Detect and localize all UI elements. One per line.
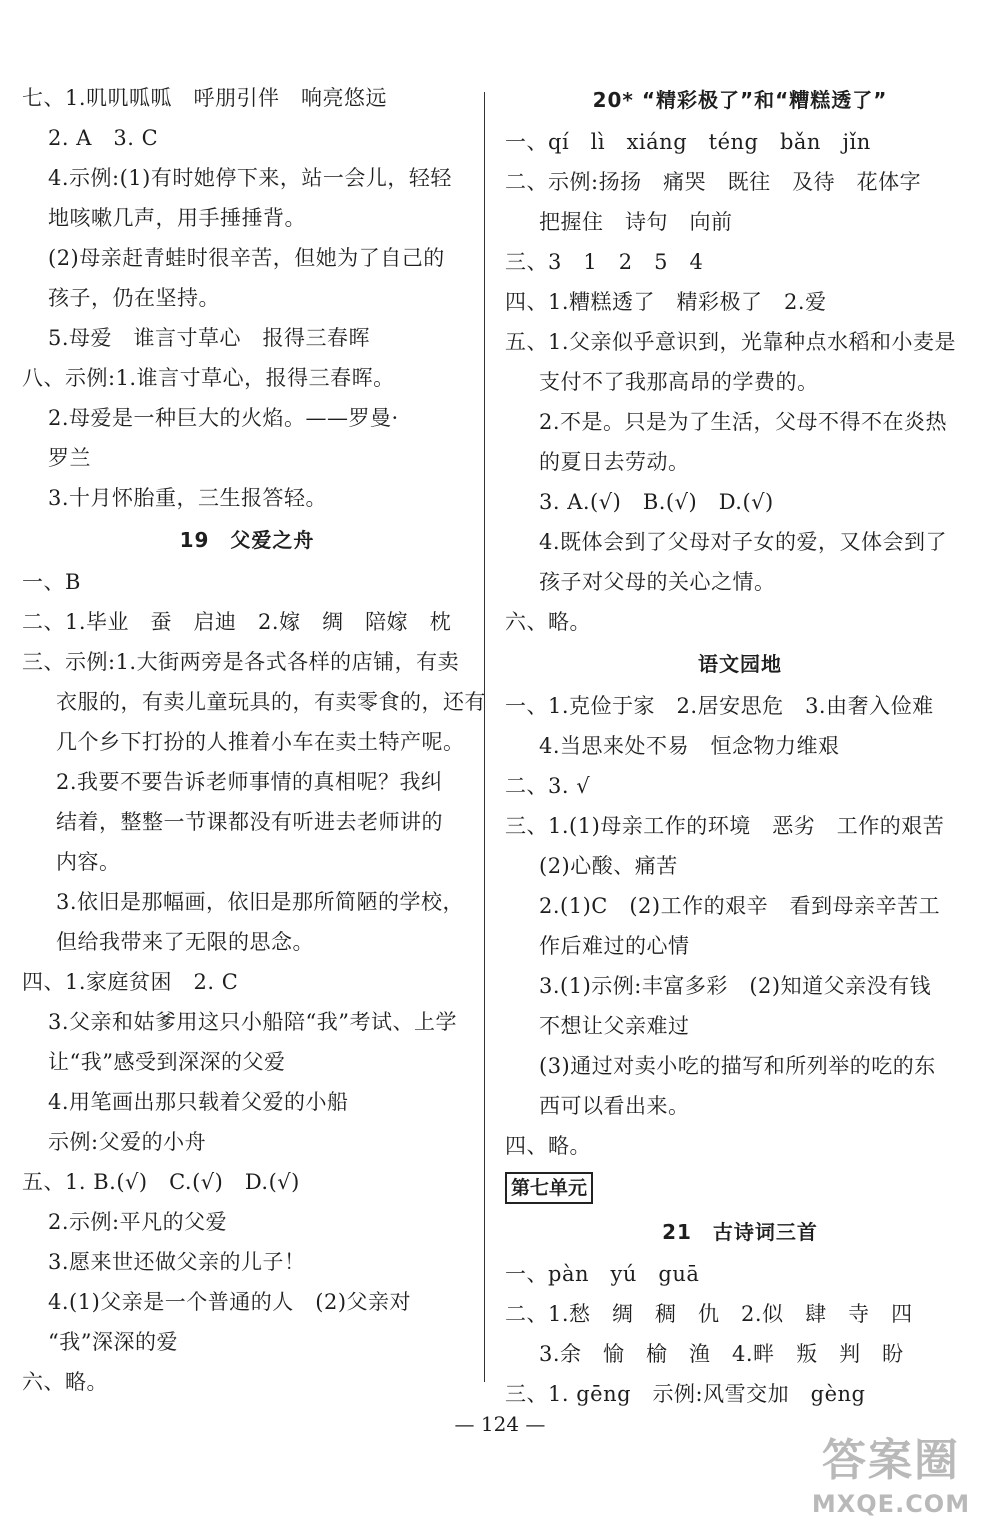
answer-line: 地咳嗽几声，用手捶捶背。 [48, 206, 306, 230]
answer-line: 二、1.愁 绸 稠 仇 2.似 肆 寺 四 [505, 1302, 913, 1326]
answer-line: 3.父亲和姑爹用这只小船陪“我”考试、上学 [48, 1010, 458, 1034]
answer-line: 支付不了我那高昂的学费的。 [539, 370, 819, 394]
answer-line: 二、示例:扬扬 痛哭 既往 及待 花体字 [505, 170, 922, 194]
answer-line: 一、1.克俭于家 2.居安思危 3.由奢入俭难 [505, 694, 934, 718]
answer-line: 2.我要不要告诉老师事情的真相呢？我纠 [56, 770, 443, 794]
answer-line: 2.母爱是一种巨大的火焰。——罗曼· [48, 406, 399, 430]
answer-line: 让“我”感受到深深的父爱 [48, 1050, 286, 1074]
watermark-url: MXQE.COM [811, 1490, 971, 1518]
answer-line: 2. A 3. C [48, 126, 159, 150]
section-heading: 20* “精彩极了”和“糟糕透了” [592, 88, 888, 112]
answer-line: 3.依旧是那幅画，依旧是那所简陋的学校， [56, 890, 465, 914]
answer-line: 4.当思来处不易 恒念物力维艰 [539, 734, 840, 758]
answer-line: 衣服的，有卖儿童玩具的，有卖零食的，还有 [56, 690, 486, 714]
answer-line: 3.余 愉 榆 渔 4.畔 叛 判 盼 [539, 1342, 904, 1366]
watermark-logo [796, 1433, 986, 1531]
answer-line: 3. A.(√) B.(√) D.(√) [539, 490, 774, 514]
answer-line: 六、略。 [22, 1370, 108, 1394]
watermark-logo-text: 答案圈 [822, 1435, 960, 1486]
column-divider [484, 92, 485, 1382]
right-column [505, 78, 975, 1414]
answer-line: 四、1.糟糕透了 精彩极了 2.爱 [505, 290, 827, 314]
answer-line: 3.(1)示例:丰富多彩 (2)知道父亲没有钱 [539, 974, 932, 998]
answer-line: 孩子，仍在坚持。 [48, 286, 220, 310]
answer-line: 5.母爱 谁言寸草心 报得三春晖 [48, 326, 371, 350]
answer-line: 3.十月怀胎重，三生报答轻。 [48, 486, 328, 510]
answer-line: “我”深深的爱 [48, 1330, 178, 1354]
section-heading: 21 古诗词三首 [662, 1220, 818, 1244]
answer-line: 五、1. B.(√) C.(√) D.(√) [22, 1170, 300, 1194]
answer-line: 二、1.毕业 蚕 启迪 2.嫁 绸 陪嫁 枕 [22, 610, 452, 634]
answer-line: (2)母亲赶青蛙时很辛苦，但她为了自己的 [48, 246, 445, 270]
answer-line: 的夏日去劳动。 [539, 450, 690, 474]
answer-line: 孩子对父母的关心之情。 [539, 570, 776, 594]
unit-label: 第七单元 [505, 1172, 593, 1204]
answer-line: 3.愿来世还做父亲的儿子！ [48, 1250, 306, 1274]
answer-line: 一、B [22, 570, 81, 594]
answer-line: 示例:父爱的小舟 [48, 1130, 207, 1154]
answer-line: 把握住 诗句 向前 [539, 210, 733, 234]
answer-line: 2.示例:平凡的父爱 [48, 1210, 228, 1234]
answer-line: 四、1.家庭贫困 2. C [22, 970, 239, 994]
answer-line: 一、pàn yú guā [505, 1262, 700, 1286]
answer-line: 五、1.父亲似乎意识到，光靠种点水稻和小麦是 [505, 330, 957, 354]
answer-line: 一、qí lì xiáng téng bǎn jǐn [505, 130, 871, 154]
answer-line: 但给我带来了无限的思念。 [56, 930, 314, 954]
answer-line: 六、略。 [505, 610, 591, 634]
answer-line: 三、示例:1.大街两旁是各式各样的店铺，有卖 [22, 650, 460, 674]
answer-line: 三、1. gēng 示例:风雪交加 gèng [505, 1382, 866, 1406]
answer-line: 结着，整整一节课都没有听进去老师讲的 [56, 810, 443, 834]
section-heading: 语文园地 [698, 652, 782, 676]
answer-line: 八、示例:1.谁言寸草心，报得三春晖。 [22, 366, 395, 390]
answer-line: 4.(1)父亲是一个普通的人 (2)父亲对 [48, 1290, 412, 1314]
answer-line: 西可以看出来。 [539, 1094, 690, 1118]
answer-line: (2)心酸、痛苦 [539, 854, 678, 878]
answer-line: 4.用笔画出那只载着父爱的小船 [48, 1090, 349, 1114]
answer-line: 4.示例:(1)有时她停下来，站一会儿，轻轻 [48, 166, 452, 190]
unit-label-row [505, 1166, 975, 1210]
answer-line: 4.既体会到了父母对子女的爱，又体会到了 [539, 530, 948, 554]
answer-line: 2.不是。只是为了生活，父母不得不在炎热 [539, 410, 948, 434]
answer-line: 三、1.(1)母亲工作的环境 恶劣 工作的艰苦 [505, 814, 945, 838]
answer-line: 四、略。 [505, 1134, 591, 1158]
answer-line: 内容。 [56, 850, 121, 874]
answer-line: (3)通过对卖小吃的描写和所列举的吃的东 [539, 1054, 936, 1078]
answer-line: 罗兰 [48, 446, 91, 470]
answer-line: 三、3 1 2 5 4 [505, 250, 704, 274]
answer-line: 二、3. √ [505, 774, 591, 798]
page-number: — 124 — [454, 1412, 546, 1436]
answer-line: 2.(1)C (2)工作的艰辛 看到母亲辛苦工 [539, 894, 941, 918]
section-heading: 19 父爱之舟 [179, 528, 315, 552]
answer-line: 作后难过的心情 [539, 934, 690, 958]
answer-line: 几个乡下打扮的人推着小车在卖土特产呢。 [56, 730, 465, 754]
answer-line: 七、1.叽叽呱呱 呼朋引伴 响亮悠远 [22, 86, 388, 110]
answer-line: 不想让父亲难过 [539, 1014, 690, 1038]
left-column [22, 78, 486, 1402]
